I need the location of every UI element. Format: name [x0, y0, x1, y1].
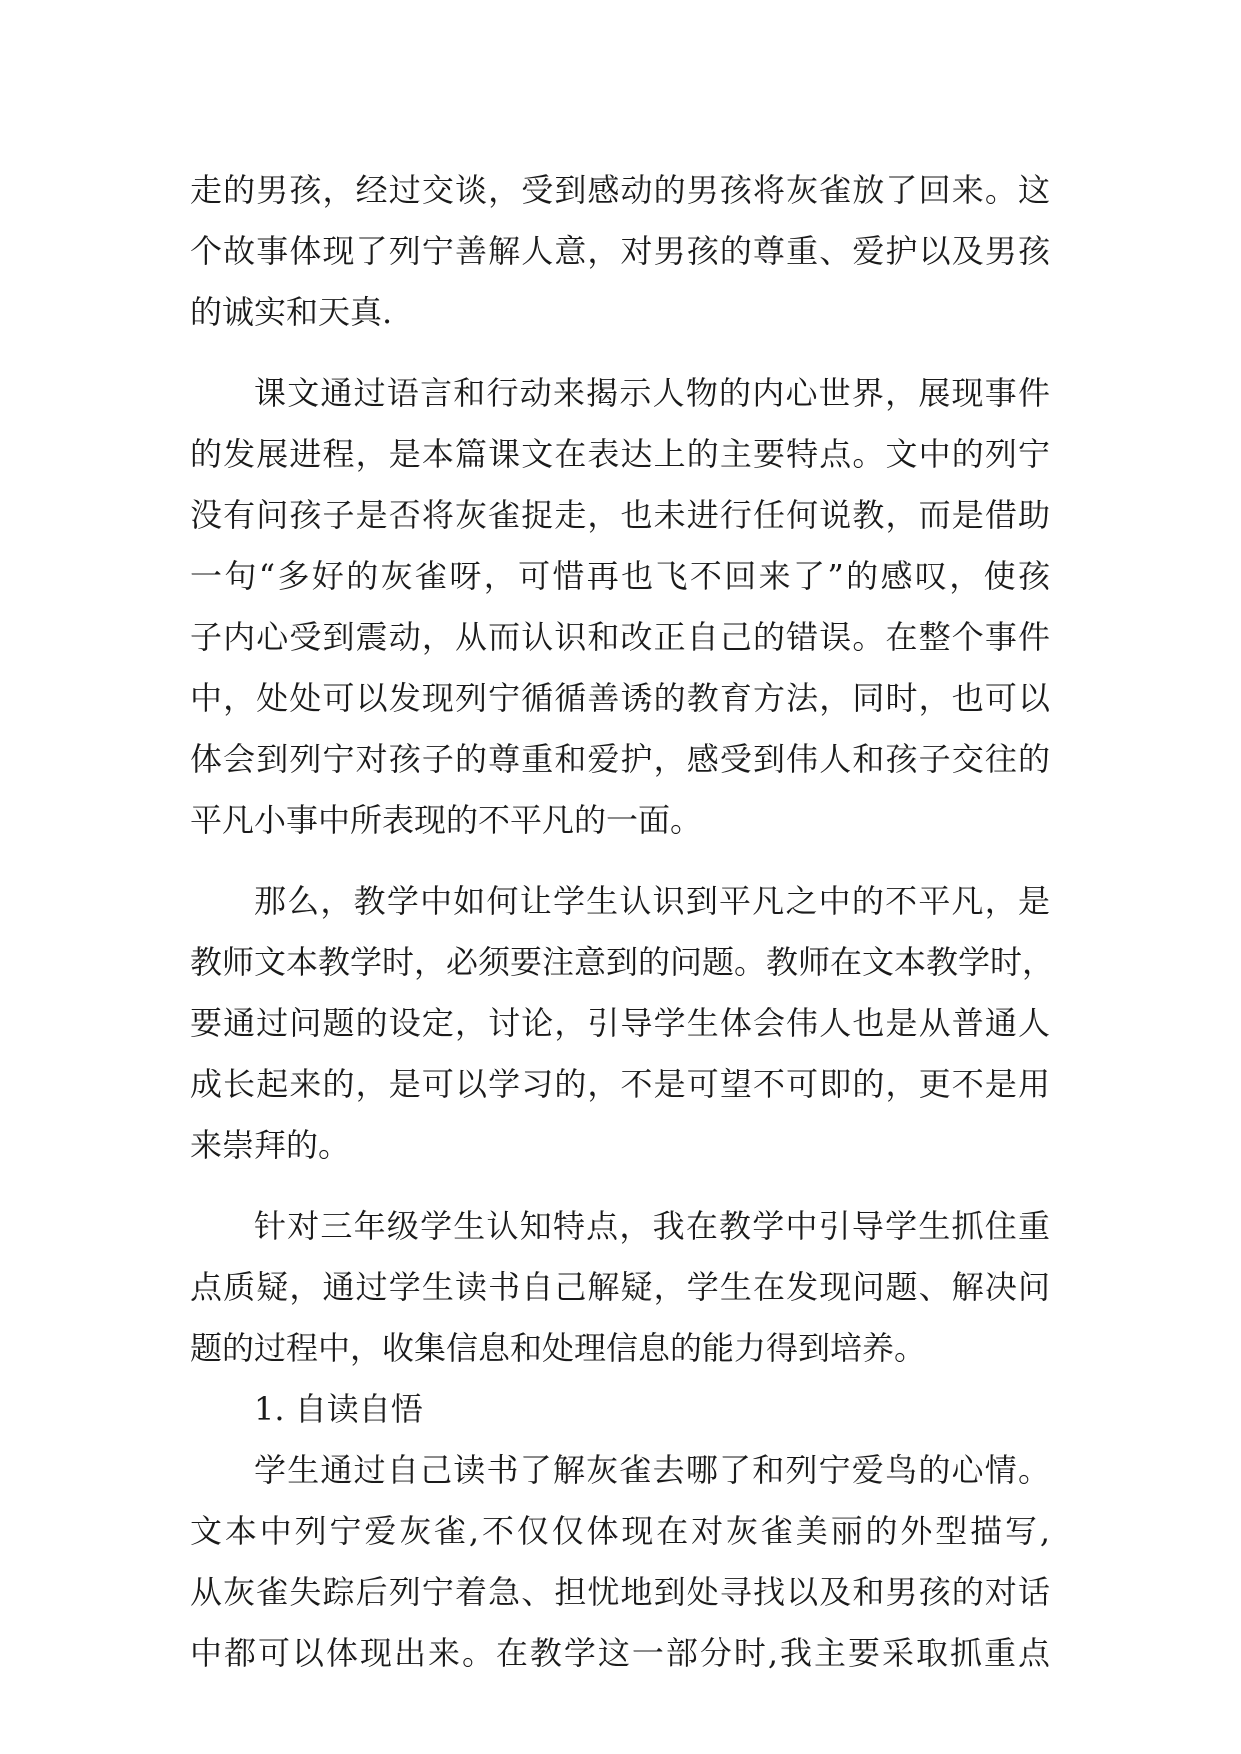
text-line: [190, 1257, 1050, 1318]
line-text: 1. 自读自悟: [254, 1390, 423, 1428]
line-text: 成长起来的，是可以学习的，不是可望不可即的，更不是用: [190, 1065, 1050, 1103]
text-line: [190, 932, 1055, 993]
line-text: 要通过问题的设定，讨论，引导学生体会伟人也是从普通人: [190, 1004, 1050, 1042]
body-text: [190, 160, 1055, 1684]
line-text: 的诚实和天真.: [190, 293, 393, 331]
text-line: [190, 668, 1050, 729]
section-heading: [190, 1379, 1050, 1440]
text-line: [190, 1440, 1050, 1501]
text-line: [190, 1196, 1050, 1257]
text-line: [190, 221, 1050, 282]
text-line: [190, 993, 1050, 1054]
line-text: 文本中列宁爱灰雀,不仅仅体现在对灰雀美丽的外型描写,: [190, 1512, 1050, 1550]
text-line: [190, 1318, 1050, 1379]
text-line: [190, 485, 1050, 546]
text-line: [190, 1501, 1050, 1562]
line-text: 针对三年级学生认知特点，我在教学中引导学生抓住重: [254, 1207, 1050, 1245]
line-text: 题的过程中，收集信息和处理信息的能力得到培养。: [190, 1329, 927, 1367]
line-text: 没有问孩子是否将灰雀捉走，也未进行任何说教，而是借助: [190, 496, 1050, 534]
text-line: [190, 1562, 1050, 1623]
line-text: 中，处处可以发现列宁循循善诱的教育方法，同时，也可以: [190, 679, 1050, 717]
text-line: [190, 282, 1050, 343]
line-text: 从灰雀失踪后列宁着急、担忧地到处寻找以及和男孩的对话: [190, 1573, 1050, 1611]
text-line: [190, 871, 1050, 932]
line-text: 一句“多好的灰雀呀，可惜再也飞不回来了”的感叹，使孩: [190, 557, 1050, 595]
line-text: 中都可以体现出来。在教学这一部分时,我主要采取抓重点: [190, 1634, 1050, 1672]
text-line: [190, 363, 1050, 424]
text-line: [190, 1623, 1050, 1684]
text-line: [190, 546, 1050, 607]
line-text: 个故事体现了列宁善解人意，对男孩的尊重、爱护以及男孩: [190, 232, 1050, 270]
line-text: 的发展进程，是本篇课文在表达上的主要特点。文中的列宁: [190, 435, 1050, 473]
text-line: [190, 790, 1050, 851]
line-text: 平凡小事中所表现的不平凡的一面。: [190, 801, 703, 839]
line-text: 点质疑，通过学生读书自己解疑，学生在发现问题、解决问: [190, 1268, 1050, 1306]
text-line: [190, 160, 1050, 221]
line-text: 那么，教学中如何让学生认识到平凡之中的不平凡，是: [254, 882, 1050, 920]
text-line: [190, 1115, 1050, 1176]
line-text: 学生通过自己读书了解灰雀去哪了和列宁爱鸟的心情。: [254, 1451, 1050, 1489]
line-text: 体会到列宁对孩子的尊重和爱护，感受到伟人和孩子交往的: [190, 740, 1050, 778]
line-text: 教师文本教学时，必须要注意到的问题。教师在文本教学时，: [190, 943, 1055, 981]
line-text: 走的男孩，经过交谈，受到感动的男孩将灰雀放了回来。这: [190, 171, 1050, 209]
text-line: [190, 1054, 1050, 1115]
text-line: [190, 607, 1050, 668]
line-text: 课文通过语言和行动来揭示人物的内心世界，展现事件: [254, 374, 1050, 412]
line-text: 子内心受到震动，从而认识和改正自己的错误。在整个事件: [190, 618, 1050, 656]
text-line: [190, 424, 1050, 485]
text-line: [190, 729, 1050, 790]
line-text: 来崇拜的。: [190, 1126, 351, 1164]
